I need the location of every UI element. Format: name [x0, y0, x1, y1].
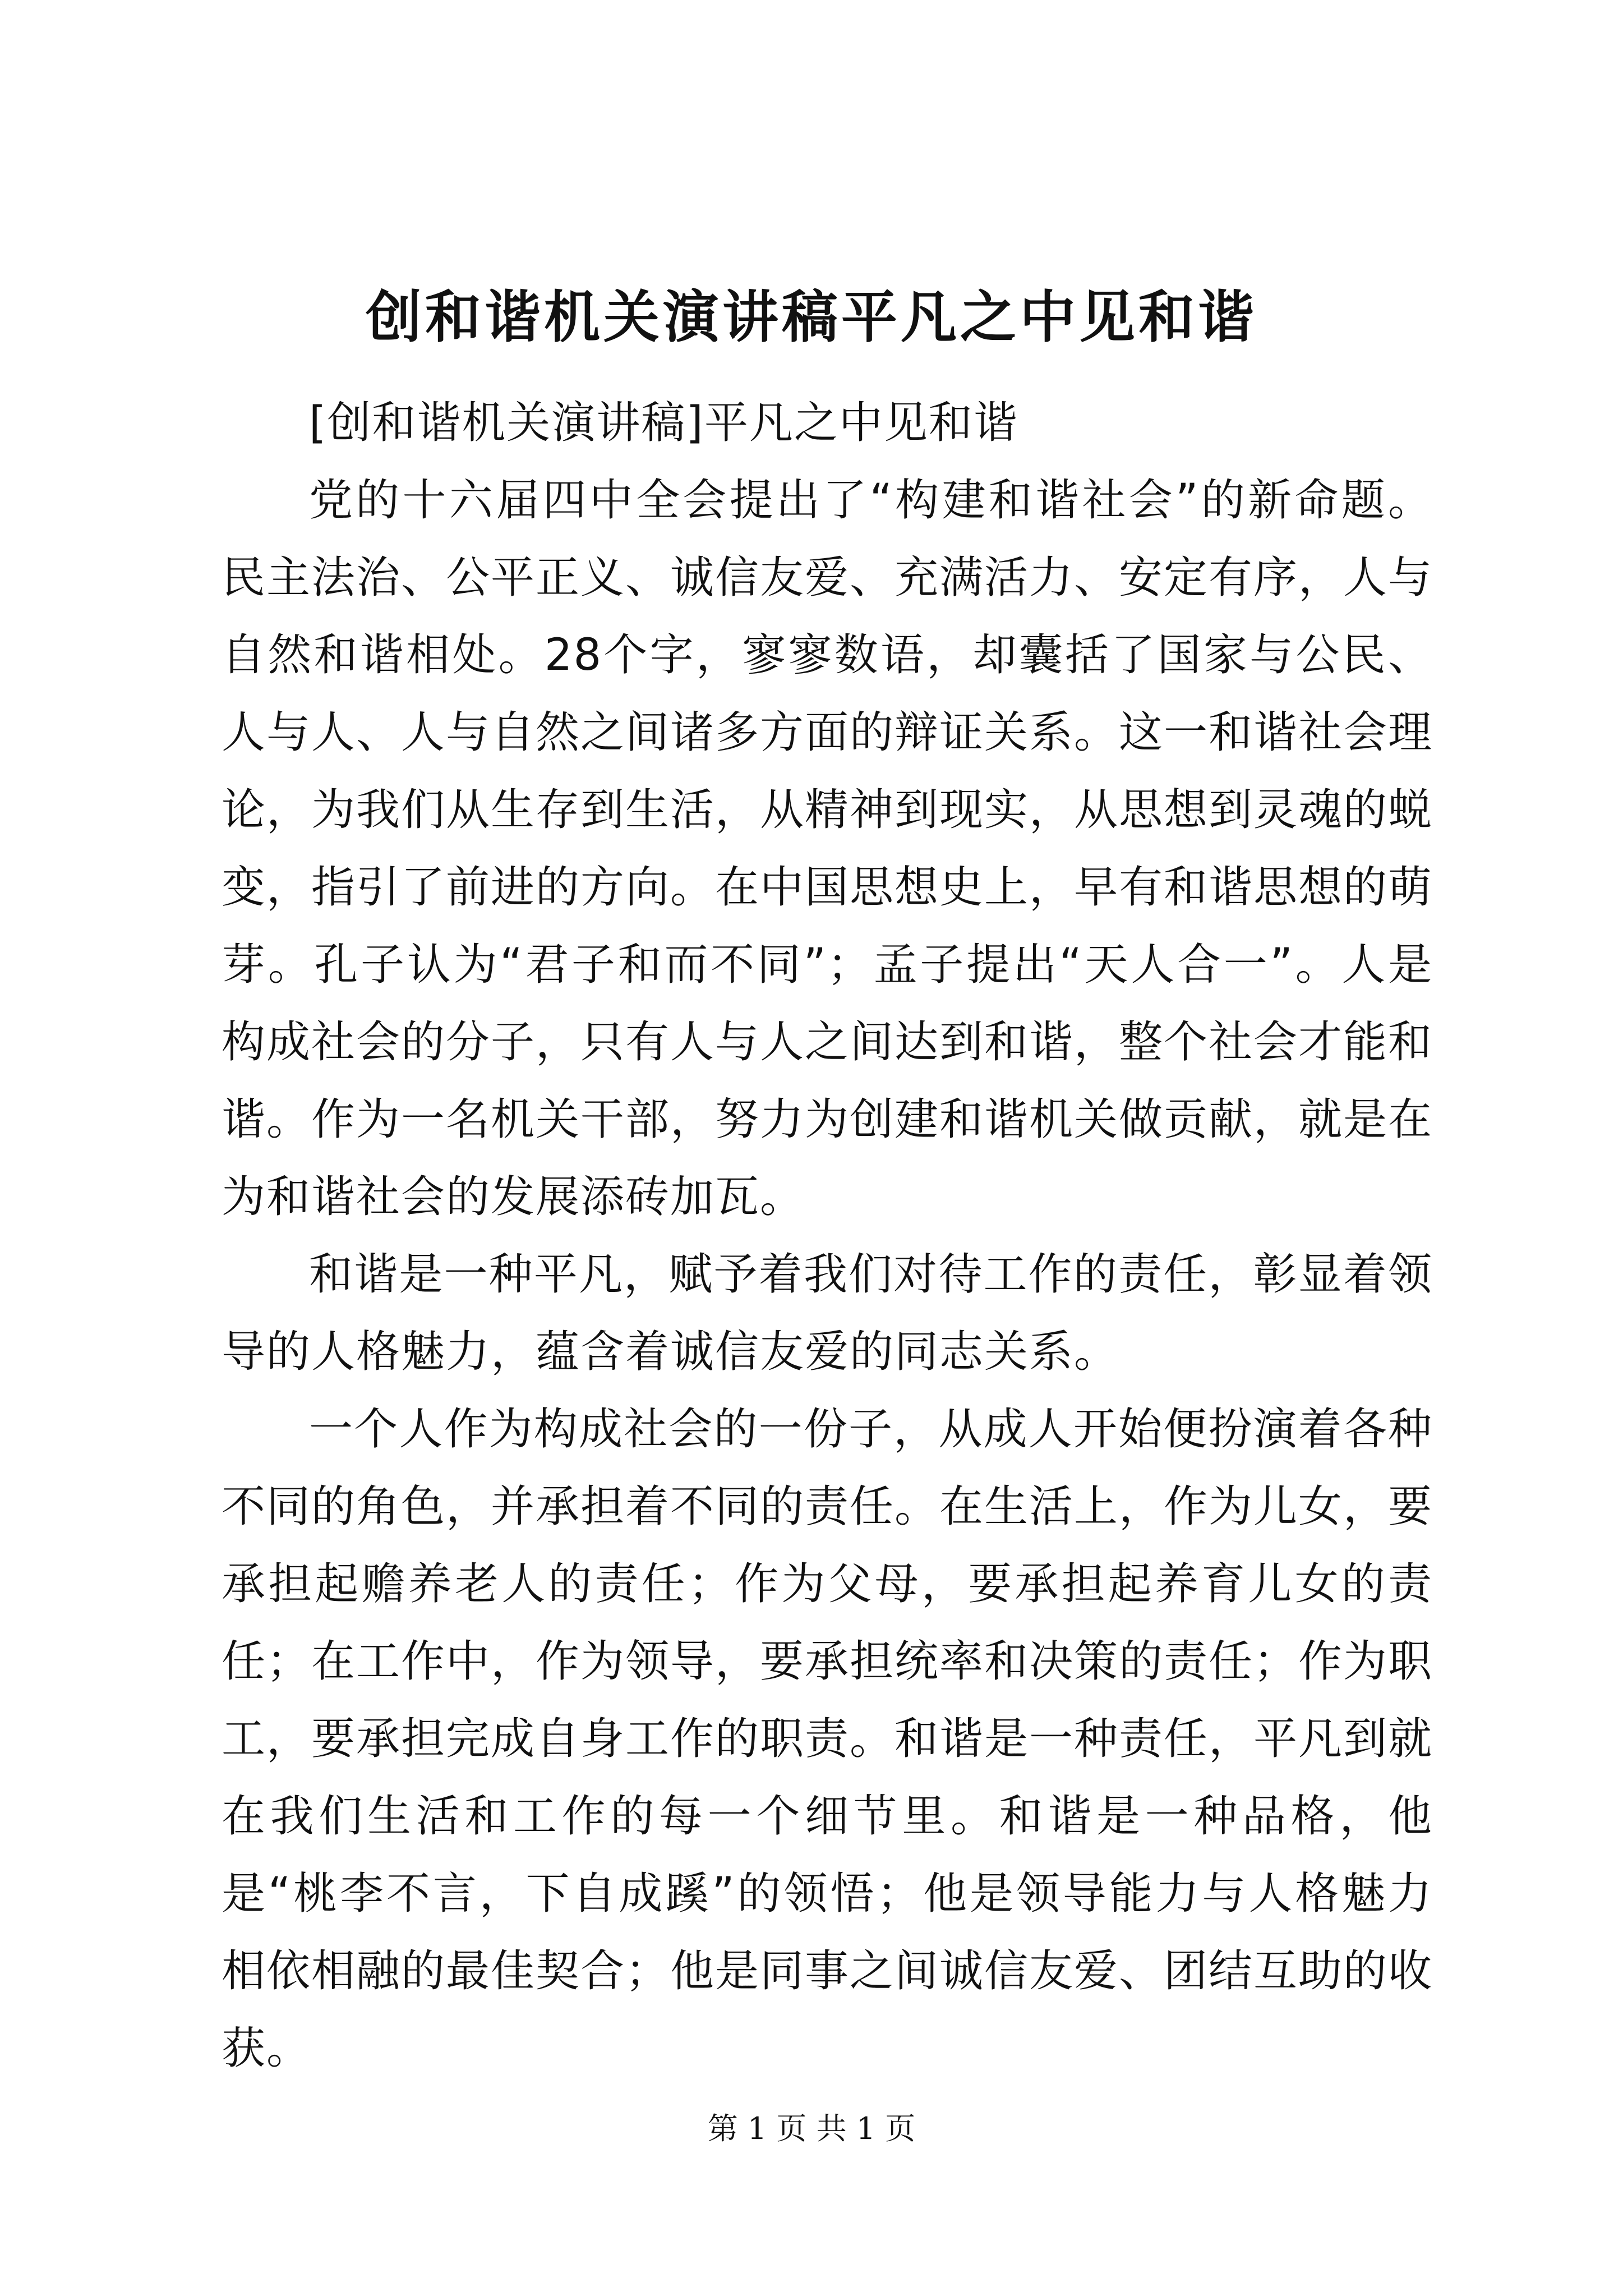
paragraph-subtitle: [创和谐机关演讲稿]平凡之中见和谐: [309, 398, 1018, 448]
paragraph-responsibility: 一个人作为构成社会的一份子，从成人开始便扮演着各种不同的角色，并承担着不同的责任。在生活上，作为儿女，要承担起赡养老人的责任；作为父母，要承担起养育儿女的责任；在工作中，作为领导，要承担统率和决策的责任；作为职工，要承担完成自身工作的职责。和谐是一种责任，平凡到就在我们生活和工作的每一个细节里。和谐是一种品格，他是“桃李不言，下自成蹊”的领悟；他是领导能力与人格魅力相依相融的最佳契合；他是同事之间诚信友爱、团结互助的收获。: [222, 1404, 1433, 2074]
document-body: [222, 384, 1433, 2087]
paragraph-intro: 党的十六届四中全会提出了“构建和谐社会”的新命题。民主法治、公平正义、诚信友爱、充满活力、安定有序，人与自然和谐相处。28个字，寥寥数语，却囊括了国家与公民、人与人、人与自然之间诸多方面的辩证关系。这一和谐社会理论，为我们从生存到生活，从精神到现实，从思想到灵魂的蜕变，指引了前进的方向。在中国思想史上，早有和谐思想的萌芽。孔子认为“君子和而不同”；孟子提出“天人合一”。人是构成社会的分子，只有人与人之间达到和谐，整个社会才能和谐。作为一名机关干部，努力为创建和谐机关做贡献，就是在为和谐社会的发展添砖加瓦。: [222, 475, 1433, 1222]
page-footer: 第 1 页 共 1 页: [707, 2111, 916, 2146]
document-title: 创和谐机关演讲稿平凡之中见和谐: [366, 284, 1257, 350]
paragraph-harmony-ordinary: 和谐是一种平凡，赋予着我们对待工作的责任，彰显着领导的人格魅力，蕴含着诚信友爱的同志关系。: [222, 1249, 1433, 1377]
